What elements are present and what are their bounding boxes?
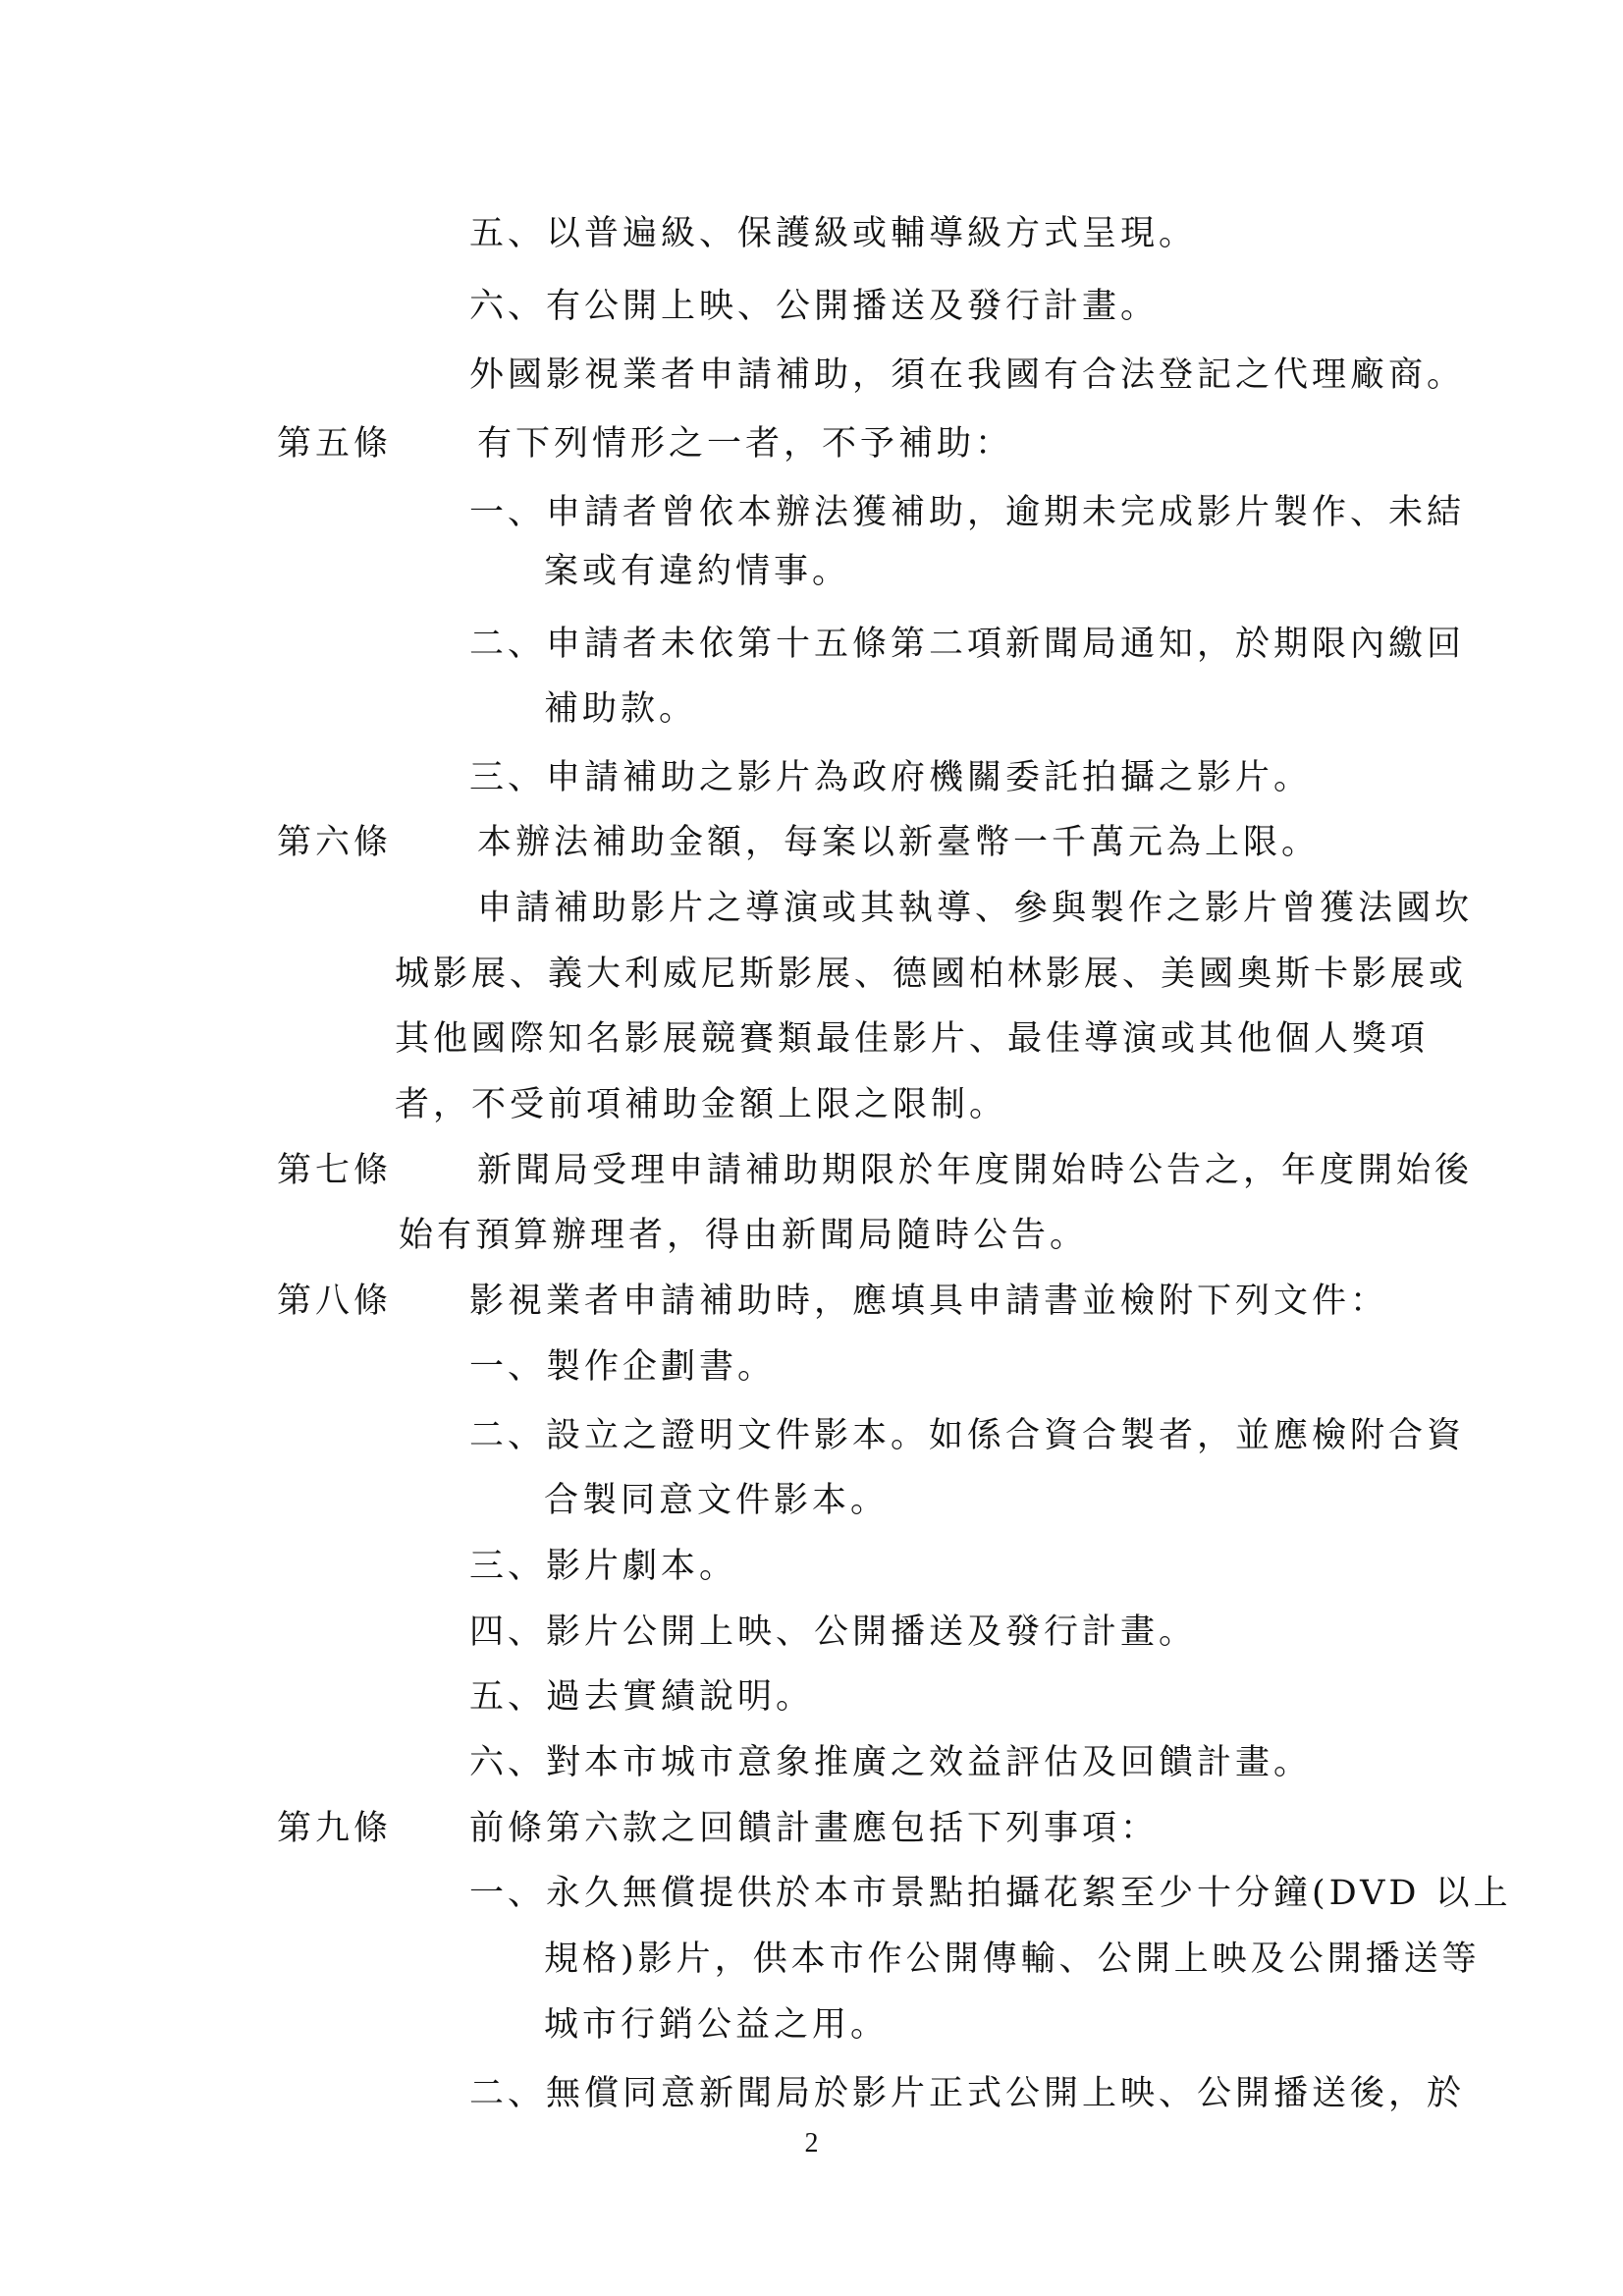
article-8-text: 影視業者申請補助時，應填具申請書並檢附下列文件： bbox=[469, 1282, 1389, 1321]
article-9-text: 前條第六款之回饋計畫應包括下列事項： bbox=[469, 1809, 1160, 1848]
article-6-para-2-line-4: 者，不受前項補助金額上限之限制。 bbox=[395, 1085, 1008, 1124]
article-8-item-6: 六、對本市城市意象推廣之效益評估及回饋計畫。 bbox=[469, 1743, 1313, 1782]
article-8-item-2: 二、設立之證明文件影本。如係合資合製者，並應檢附合資 bbox=[469, 1416, 1466, 1455]
article-8-item-3: 三、影片劇本。 bbox=[469, 1547, 738, 1586]
article-5-label: 第五條 bbox=[277, 424, 393, 464]
article-8-item-5: 五、過去實績說明。 bbox=[469, 1677, 815, 1717]
article-5-item-1: 一、申請者曾依本辦法獲補助，逾期未完成影片製作、未結 bbox=[469, 493, 1466, 532]
article-7-text-cont: 始有預算辦理者，得由新聞局隨時公告。 bbox=[399, 1216, 1089, 1255]
article-6-text: 本辦法補助金額，每案以新臺幣一千萬元為上限。 bbox=[477, 823, 1321, 862]
article-5-text: 有下列情形之一者，不予補助： bbox=[477, 424, 1014, 464]
article-6-label: 第六條 bbox=[277, 823, 393, 862]
article-8-label: 第八條 bbox=[277, 1282, 393, 1321]
article-8-item-4: 四、影片公開上映、公開播送及發行計畫。 bbox=[469, 1613, 1198, 1652]
article-5-item-2: 二、申請者未依第十五條第二項新聞局通知，於期限內繳回 bbox=[469, 625, 1466, 664]
article-9-item-2: 二、無償同意新聞局於影片正式公開上映、公開播送後，於 bbox=[469, 2074, 1466, 2113]
article-5-item-3: 三、申請補助之影片為政府機關委託拍攝之影片。 bbox=[469, 758, 1313, 797]
article-6-para-2-line-2: 城影展、義大利威尼斯影展、德國柏林影展、美國奧斯卡影展或 bbox=[395, 955, 1468, 994]
article-9-label: 第九條 bbox=[277, 1809, 393, 1848]
paragraph-foreign-applicant: 外國影視業者申請補助，須在我國有合法登記之代理廠商。 bbox=[469, 355, 1466, 395]
article-9-item-1: 一、永久無償提供於本市景點拍攝花絮至少十分鐘(DVD 以上 bbox=[469, 1874, 1512, 1913]
article-8-item-1: 一、製作企劃書。 bbox=[469, 1347, 777, 1387]
article-5-item-2-cont: 補助款。 bbox=[544, 689, 698, 729]
article-6-para-2-line-3: 其他國際知名影展競賽類最佳影片、最佳導演或其他個人獎項 bbox=[395, 1019, 1430, 1059]
article-9-item-1-cont-1: 規格)影片，供本市作公開傳輸、公開上映及公開播送等 bbox=[544, 1940, 1481, 1979]
page-number: 2 bbox=[804, 2128, 819, 2159]
item-6-release-plan: 六、有公開上映、公開播送及發行計畫。 bbox=[469, 287, 1160, 326]
article-8-item-2-cont: 合製同意文件影本。 bbox=[544, 1481, 890, 1520]
item-5-rating: 五、以普遍級、保護級或輔導級方式呈現。 bbox=[469, 214, 1198, 253]
article-5-item-1-cont: 案或有違約情事。 bbox=[544, 552, 851, 591]
article-7-text: 新聞局受理申請補助期限於年度開始時公告之，年度開始後 bbox=[477, 1151, 1474, 1190]
article-6-para-2-line-1: 申請補助影片之導演或其執導、參與製作之影片曾獲法國坎 bbox=[477, 889, 1474, 928]
article-7-label: 第七條 bbox=[277, 1151, 393, 1190]
article-9-item-1-cont-2: 城市行銷公益之用。 bbox=[544, 2005, 890, 2045]
